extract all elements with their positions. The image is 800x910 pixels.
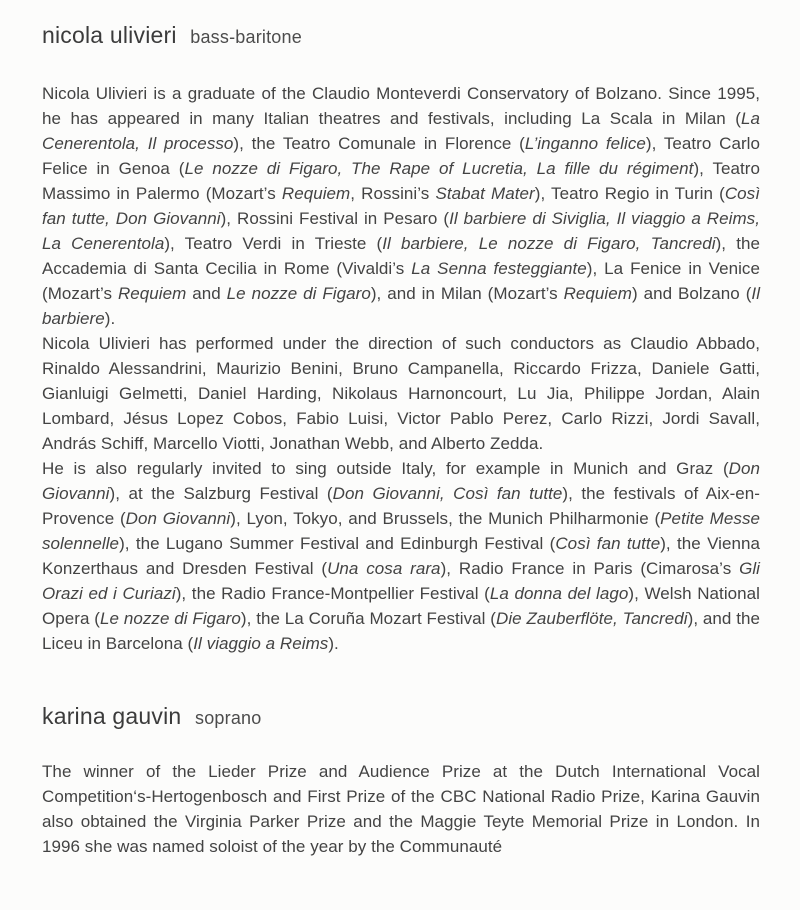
artist-name: karina gauvin (42, 703, 182, 729)
artist-role-label: bass-baritone (190, 27, 302, 47)
artist-name: nicola ulivieri (42, 22, 177, 48)
artist-heading (42, 21, 760, 51)
bio-paragraph: Nicola Ulivieri is a graduate of the Claudio Monteverdi Conservatory of Bolzano. Since 1995, he has appeared in many Italian theatres and festivals, including La Scala in Milan (La Cenerentola, Il processo), the Teatro Comunale in Florence (L’inganno felice), Teatro Carlo Felice in Genoa (Le nozze di Figaro, The Rape of Lucretia, La fille du régiment), Teatro Massimo in Palermo (Mozart’s Requiem, Rossini’s Stabat Mater), Teatro Regio in Turin (Così fan tutte, Don Giovanni), Rossini Festival in Pesaro (Il barbiere di Siviglia, Il viaggio a Reims, La Cenerentola), Teatro Verdi in Trieste (Il barbiere, Le nozze di Figaro, Tancredi), the Accademia di Santa Cecilia in Rome (Vivaldi’s La Senna festeggiante), La Fenice in Venice (Mozart’s Requiem and Le nozze di Figaro), and in Milan (Mozart’s Requiem) and Bolzano (Il barbiere). (42, 84, 761, 328)
bio-paragraph: He is also regularly invited to sing outside Italy, for example in Munich and Graz (Don Giovanni), at the Salzburg Festival (Don Giovanni, Così fan tutte), the festivals of Aix-en-Provence (Don Giovanni), Lyon, Tokyo, and Brussels, the Munich Philharmonie (Petite Messe solennelle), the Lugano Summer Festival and Edinburgh Festival (Così fan tutte), the Vienna Konzerthaus and Dresden Festival (Una cosa rara), Radio France in Paris (Cimarosa’s Gli Orazi ed i Curiazi), the Radio France-Montpellier Festival (La donna del lago), Welsh National Opera (Le nozze di Figaro), the La Coruña Mozart Festival (Die Zauberflöte, Tancredi), and the Liceu in Barcelona (Il viaggio a Reims). (42, 459, 761, 653)
bio-paragraph: The winner of the Lieder Prize and Audience Prize at the Dutch International Vocal Competition‘s-Hertogenbosch and First Prize of the CBC National Radio Prize, Karina Gauvin also obtained the Virginia Parker Prize and the Maggie Teyte Memorial Prize in London. In 1996 she was named soloist of the year by the Communauté (42, 762, 760, 856)
artist-heading (42, 702, 760, 732)
artist-bio (42, 81, 760, 656)
bio-paragraph: Nicola Ulivieri has performed under the direction of such conductors as Claudio Abbado, Rinaldo Alessandrini, Maurizio Benini, Bruno Campanella, Riccardo Frizza, Daniele Gatti, Gianluigi Gelmetti, Daniel Harding, Nikolaus Harnoncourt, Lu Jia, Philippe Jordan, Alain Lombard, Jésus Lopez Cobos, Fabio Luisi, Victor Pablo Perez, Carlo Rizzi, Jordi Savall, András Schiff, Marcello Viotti, Jonathan Webb, and Alberto Zedda. (42, 334, 760, 453)
artist-role-label: soprano (195, 708, 262, 728)
section-karina-gauvin (42, 702, 760, 859)
artist-bio (42, 759, 760, 859)
section-nicola-ulivieri (42, 21, 760, 656)
